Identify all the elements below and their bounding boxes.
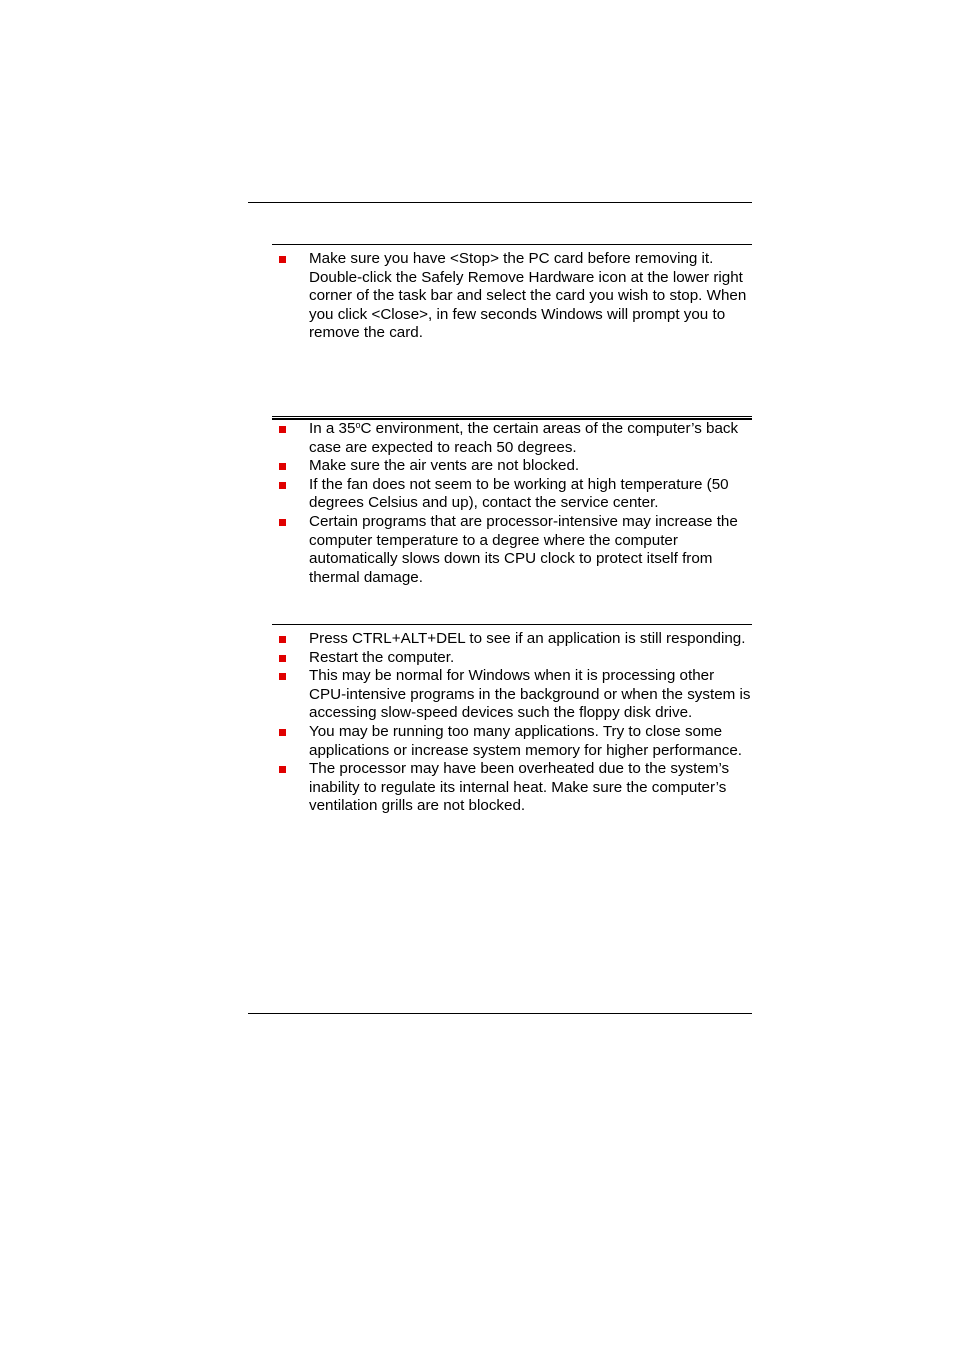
header-rule [248, 202, 752, 203]
square-bullet-icon [279, 636, 286, 643]
list-item [272, 723, 752, 760]
list-item [272, 760, 752, 816]
list-item [272, 420, 752, 457]
square-bullet-icon [279, 463, 286, 470]
square-bullet-icon [279, 729, 286, 736]
bullet-list [272, 630, 752, 816]
list-item [272, 630, 752, 649]
section-divider [272, 416, 752, 418]
square-bullet-icon [279, 655, 286, 662]
item-text-prefix: In a 35 [309, 420, 356, 437]
section-divider [272, 624, 752, 625]
item-text: Press CTRL+ALT+DEL to see if an application is still responding. [309, 630, 746, 647]
degree-superscript: o [355, 420, 361, 430]
list-item [272, 457, 752, 476]
bullet-list [272, 250, 752, 343]
section-pc-card [272, 244, 752, 343]
item-text: If the fan does not seem to be working at high temperature (50 degrees Celsius and up), contact the service center. [309, 475, 729, 512]
item-text: This may be normal for Windows when it is processing other CPU-intensive programs in the background or when the system is accessing slow-speed devices such the floppy disk drive. [309, 667, 751, 722]
square-bullet-icon [279, 426, 286, 433]
footer-rule [248, 1013, 752, 1014]
square-bullet-icon [279, 256, 286, 263]
list-item [272, 649, 752, 668]
item-text: Make sure the air vents are not blocked. [309, 457, 580, 475]
section-divider [272, 244, 752, 245]
square-bullet-icon [279, 673, 286, 680]
square-bullet-icon [279, 519, 286, 526]
bullet-list [272, 420, 752, 587]
item-text-suffix: C environment, the certain areas of the computer’s back case are expected to reach 50 degrees. [309, 420, 739, 456]
square-bullet-icon [279, 766, 286, 773]
section-slow-system [272, 624, 752, 816]
item-text: Restart the computer. [309, 648, 455, 666]
item-text: Certain programs that are processor-intensive may increase the computer temperature to a degree where the computer automatically slows down its CPU clock to protect itself from thermal damage. [309, 512, 738, 586]
list-item [272, 513, 752, 587]
list-item [272, 476, 752, 513]
list-item [272, 667, 752, 723]
item-text: The processor may have been overheated due to the system’s inability to regulate its internal heat. Make sure the computer’s ventilation grills are not blocked. [309, 760, 730, 815]
square-bullet-icon [279, 482, 286, 489]
section-temperature [272, 416, 752, 587]
list-item [272, 250, 752, 343]
item-text: Make sure you have <Stop> the PC card before removing it. Double-click the Safely Remove Hardware icon at the lower right corner of the task bar and select the card you wish to stop. When you click <Close>, in few seconds Windows will prompt you to remove the card. [309, 250, 747, 342]
item-text: You may be running too many applications. Try to close some applications or increase system memory for higher performance. [309, 722, 743, 759]
